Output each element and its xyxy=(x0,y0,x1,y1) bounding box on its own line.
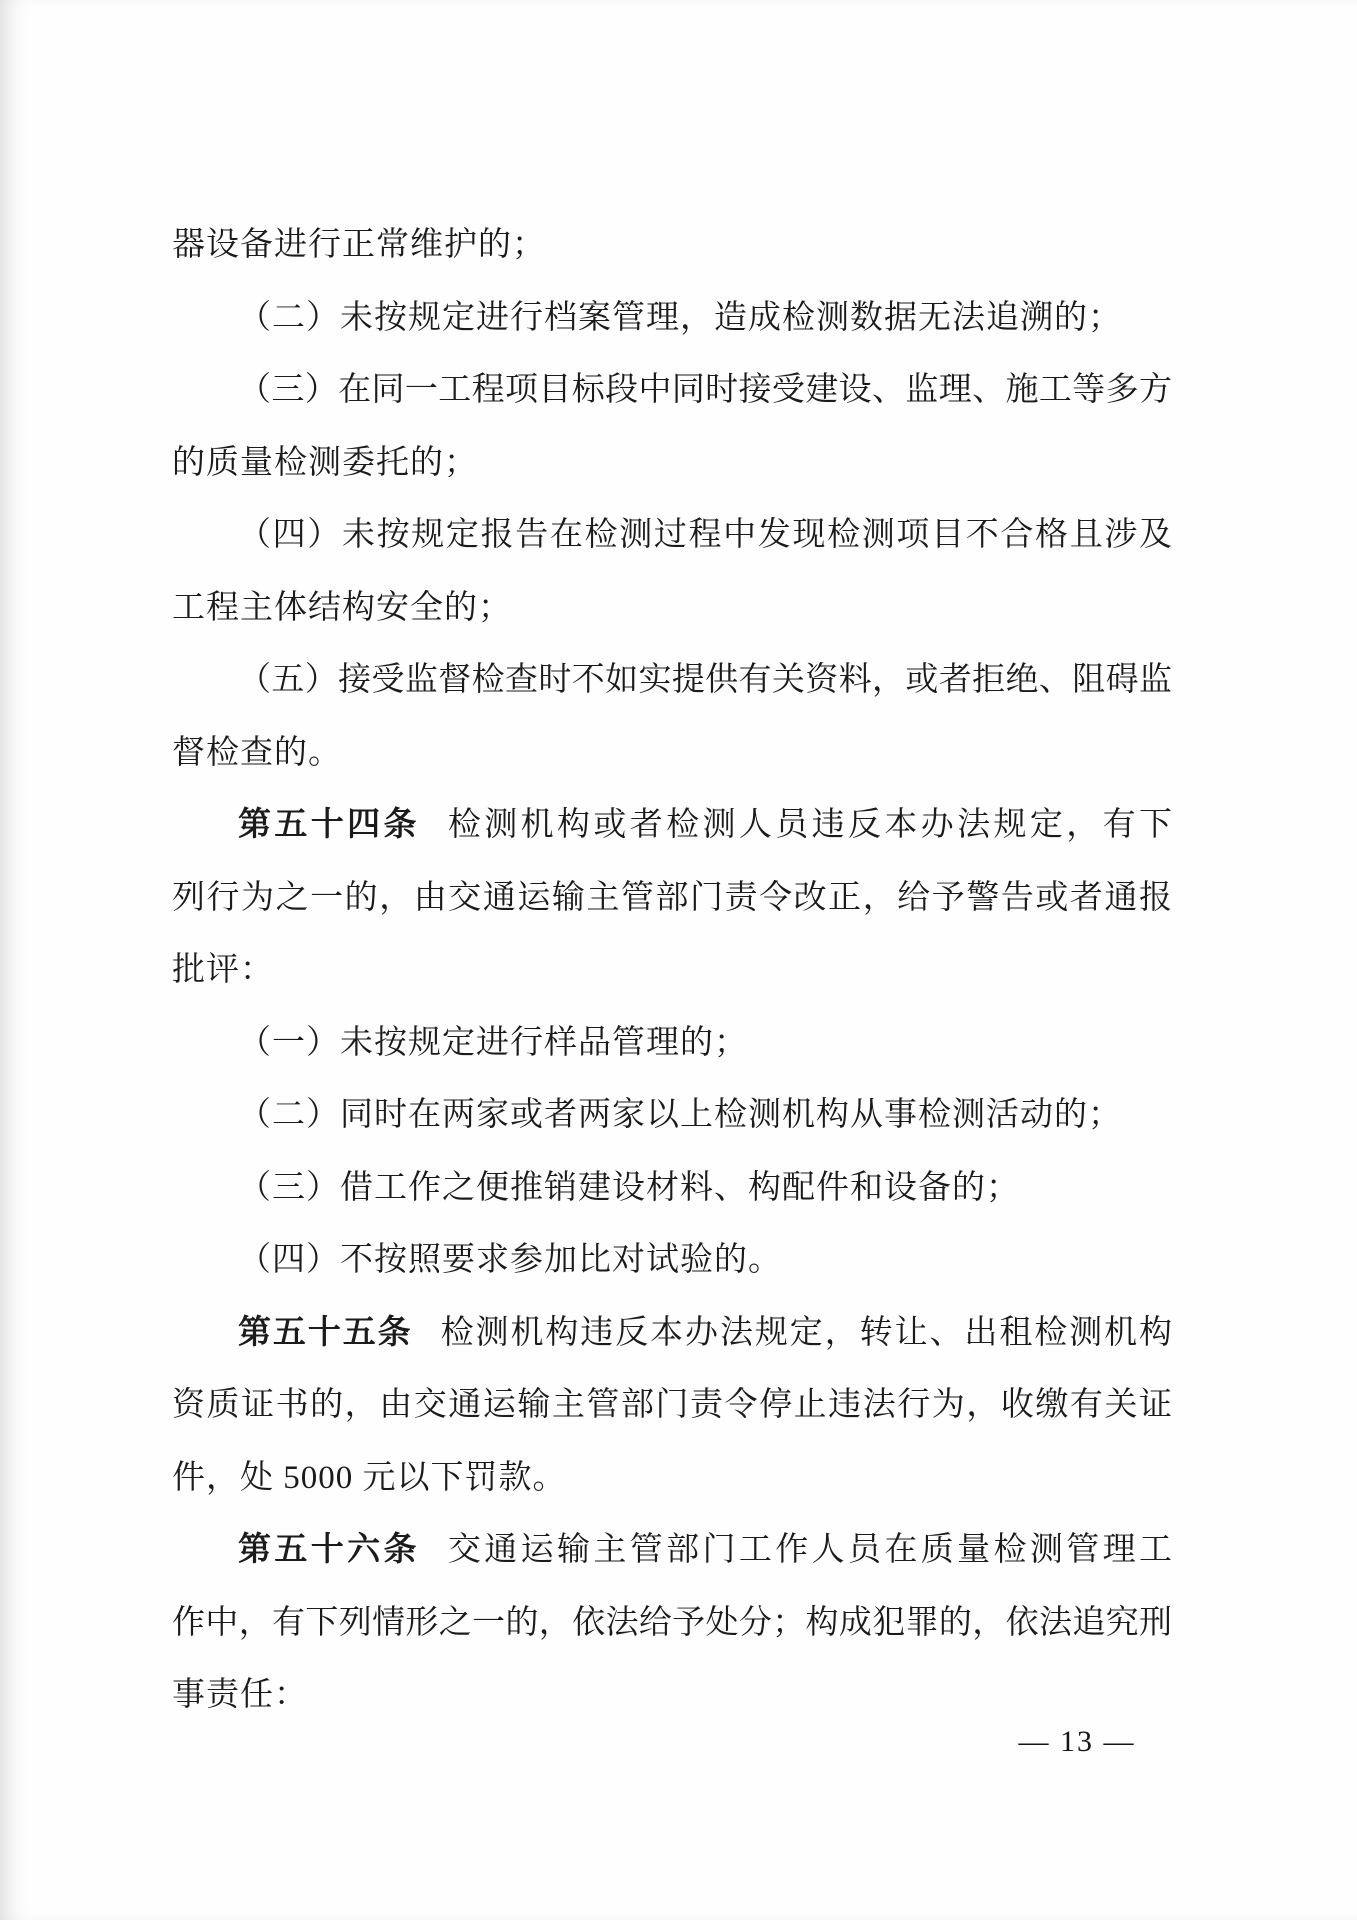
list-item-line: （五）接受监督检查时不如实提供有关资料，或者拒绝、阻碍监 xyxy=(238,662,1172,698)
list-item-line: （四）未按规定报告在检测过程中发现检测项目不合格且涉及 xyxy=(238,517,1172,553)
text-line: 资质证书的，由交通运输主管部门责令停止违法行为，收缴有关证 xyxy=(172,1387,1172,1423)
article-55-heading: 第五十五条 xyxy=(238,1314,413,1351)
article-54-line xyxy=(172,789,1172,862)
text-line: 事责任： xyxy=(172,1677,308,1713)
text-line: 列行为之一的，由交通运输主管部门责令改正，给予警告或者通报 xyxy=(172,879,1172,916)
list-item-line: （二）同时在两家或者两家以上检测机构从事检测活动的； xyxy=(238,1097,1122,1133)
list-item-line: （二）未按规定进行档案管理，造成检测数据无法追溯的； xyxy=(238,299,1122,336)
text-line: 件，处 5000 元以下罚款。 xyxy=(172,1459,567,1496)
list-item-line: （四）不按照要求参加比对试验的。 xyxy=(238,1242,782,1278)
text-line: 批评： xyxy=(172,952,274,988)
article-55-line xyxy=(172,1297,1172,1370)
article-54-heading: 第五十四条 xyxy=(238,807,420,843)
list-item-line: （一）未按规定进行样品管理的； xyxy=(238,1024,748,1061)
text-line: 的质量检测委托的； xyxy=(172,444,478,481)
article-54-text: 检测机构或者检测人员违反本办法规定，有下 xyxy=(447,807,1172,843)
article-55-text: 检测机构违反本办法规定，转让、出租检测机构 xyxy=(440,1314,1173,1351)
text-line: 工程主体结构安全的； xyxy=(172,589,512,626)
article-56-line xyxy=(172,1514,1172,1587)
text-line: 督检查的。 xyxy=(172,734,342,771)
list-item-line: （三）在同一工程项目标段中同时接受建设、监理、施工等多方 xyxy=(238,372,1172,408)
document-text-block xyxy=(172,209,1172,1732)
article-56-heading: 第五十六条 xyxy=(238,1532,420,1568)
text-line: 器设备进行正常维护的； xyxy=(172,227,546,263)
list-item-line: （三）借工作之便推销建设材料、构配件和设备的； xyxy=(238,1169,1020,1206)
article-56-text: 交通运输主管部门工作人员在质量检测管理工 xyxy=(447,1532,1172,1568)
page-number: — 13 — xyxy=(1018,1725,1136,1758)
text-line: 作中，有下列情形之一的，依法给予处分；构成犯罪的，依法追究刑 xyxy=(172,1604,1172,1641)
